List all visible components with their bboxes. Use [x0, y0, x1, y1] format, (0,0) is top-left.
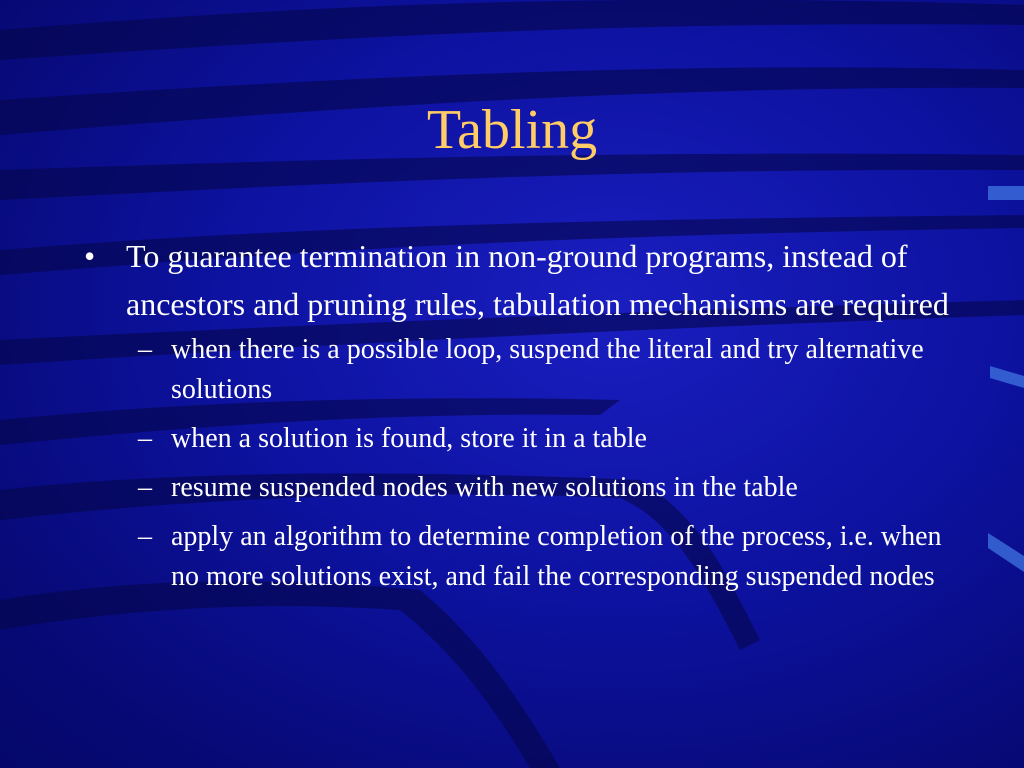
- dash-icon: –: [138, 521, 152, 552]
- slide-title: Tabling: [426, 99, 598, 161]
- sub-bullet-text: resume suspended nodes with new solutions in the table: [171, 472, 798, 503]
- sub-bullet-text: when a solution is found, store it in a table: [171, 423, 647, 454]
- sub-bullet-list: [80, 330, 960, 597]
- sub-bullet: [80, 517, 960, 597]
- dash-icon: –: [138, 423, 152, 454]
- main-bullet-text: To guarantee termination in non-ground programs, instead of ancestors and pruning rules, tabulation mechanisms are required: [126, 238, 949, 322]
- dash-icon: –: [138, 472, 152, 503]
- sub-bullet-text: apply an algorithm to determine completion of the process, i.e. when no more solutions exist, and fail the corresponding suspended nodes: [171, 521, 942, 592]
- main-bullet: [80, 232, 960, 328]
- sub-bullet-text: when there is a possible loop, suspend the literal and try alternative solutions: [171, 334, 924, 405]
- sub-bullet: [80, 330, 960, 410]
- dash-icon: –: [138, 334, 152, 365]
- sub-bullet: [80, 468, 960, 508]
- bullet-icon: •: [84, 238, 96, 274]
- sub-bullet: [80, 419, 960, 459]
- slide-body: [80, 232, 960, 597]
